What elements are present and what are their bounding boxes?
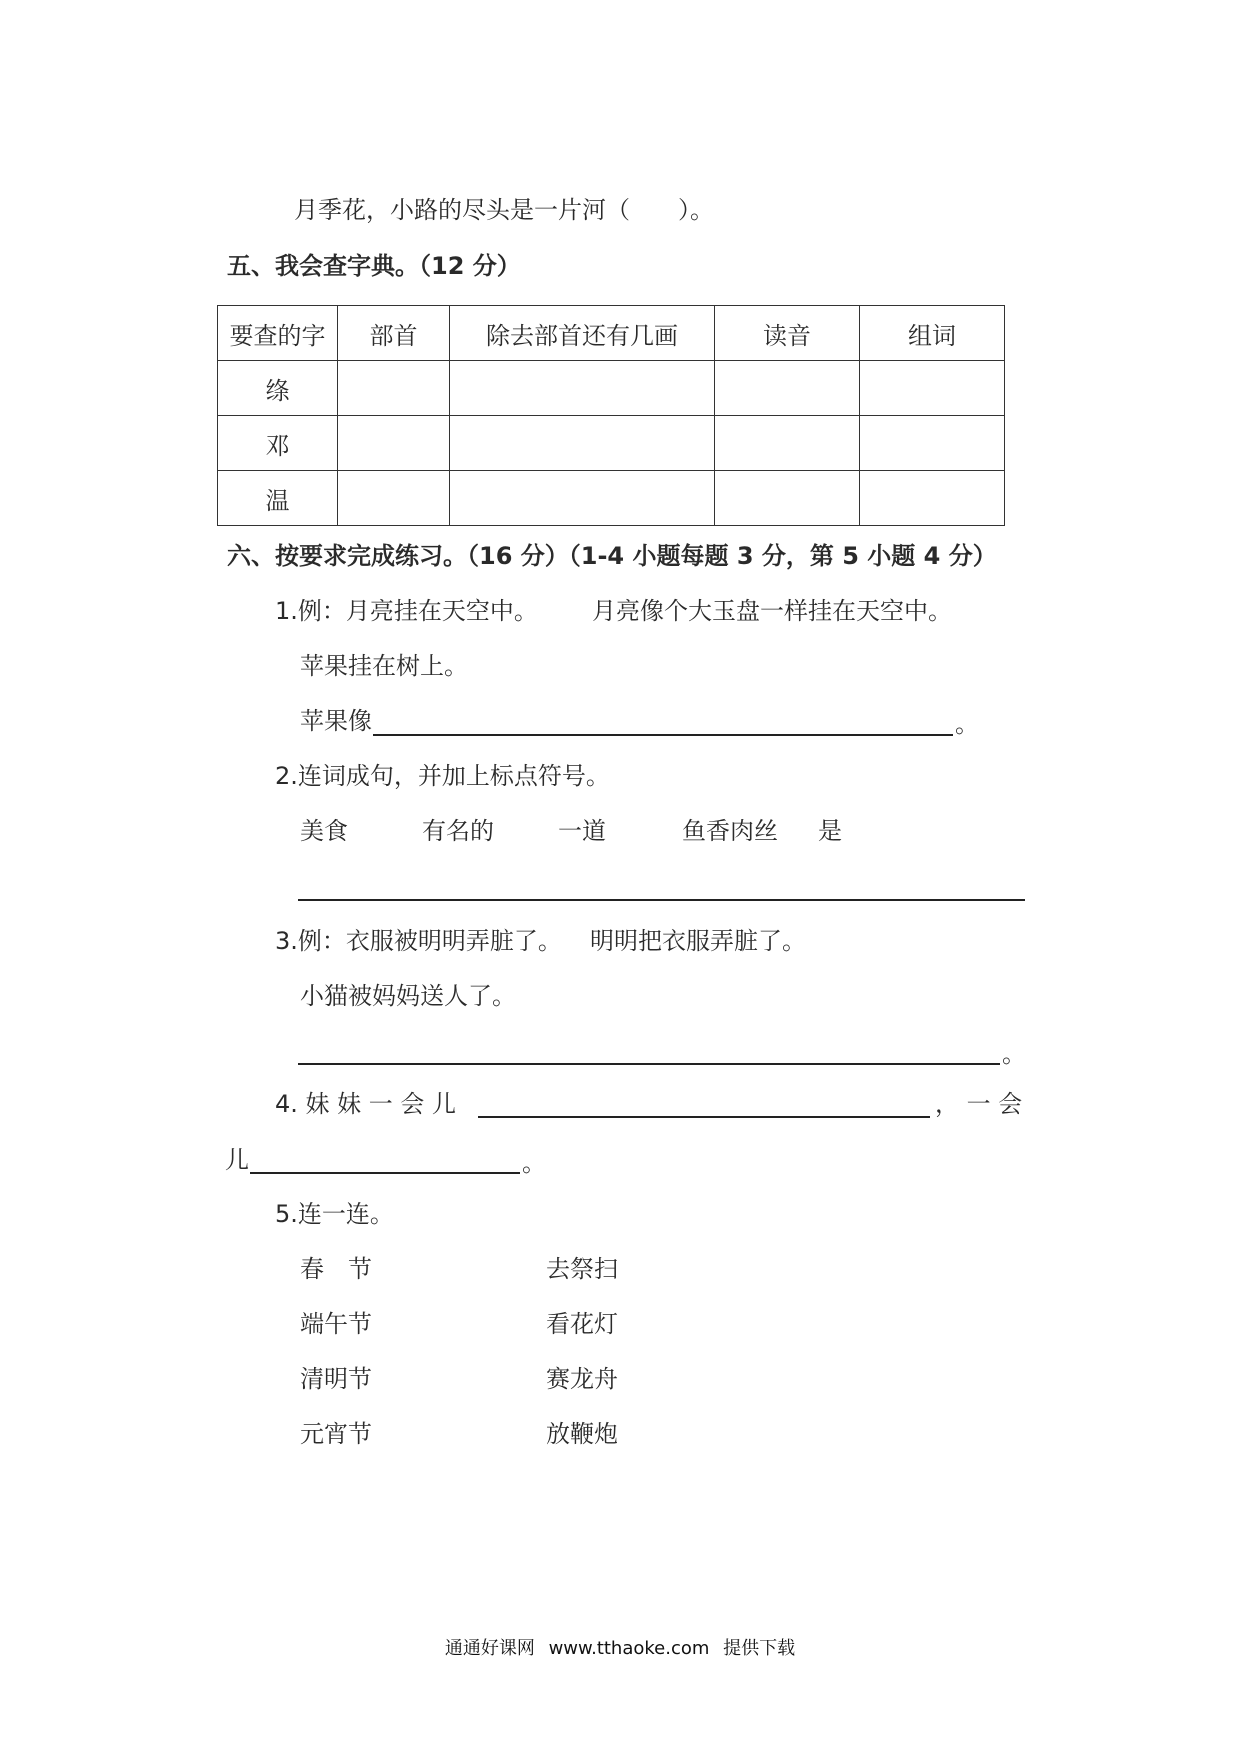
q3-prompt: 小猫被妈妈送人了。 — [300, 982, 516, 1010]
table-cell-answer[interactable] — [860, 416, 1005, 471]
q1-answer-end: 。 — [955, 710, 979, 738]
footer-note: 提供下载 — [723, 1638, 796, 1659]
table-header-cell: 要查的字 — [218, 306, 338, 361]
q3-example-label: 3.例：衣服被明明弄脏了。 — [275, 927, 562, 955]
q5-left-item[interactable]: 春 节 — [300, 1255, 372, 1283]
footer-site: 通通好课网 — [444, 1638, 535, 1659]
table-cell-answer[interactable] — [715, 416, 860, 471]
q2-word: 鱼香肉丝 — [682, 817, 778, 845]
q3-answer-end: 。 — [1002, 1040, 1026, 1068]
table-cell-answer[interactable] — [860, 361, 1005, 416]
section5-heading: 五、我会查字典。（12 分） — [227, 252, 521, 280]
q2-word: 有名的 — [422, 817, 494, 845]
q5-right-item[interactable]: 看花灯 — [546, 1310, 618, 1338]
table-cell-answer[interactable] — [715, 471, 860, 526]
q1-answer-line[interactable] — [373, 734, 953, 736]
page-footer — [0, 1634, 1240, 1660]
q2-word: 美食 — [300, 817, 348, 845]
q4-start: 4. 妹 妹 一 会 儿 — [275, 1090, 457, 1118]
q5-right-item[interactable]: 放鞭炮 — [546, 1420, 618, 1448]
table-row — [218, 471, 1005, 526]
table-cell-char: 邓 — [218, 416, 338, 471]
q4-end: 。 — [522, 1149, 546, 1177]
table-cell-answer[interactable] — [715, 361, 860, 416]
table-header-cell: 组词 — [860, 306, 1005, 361]
table-cell-answer[interactable] — [338, 416, 450, 471]
q4-answer-line-2[interactable] — [250, 1172, 520, 1174]
q1-prompt: 苹果挂在树上。 — [300, 652, 468, 680]
q5-title: 5.连一连。 — [275, 1200, 394, 1228]
q4-cont: 儿 — [225, 1146, 249, 1174]
q5-right-item[interactable]: 去祭扫 — [546, 1255, 618, 1283]
table-cell-answer[interactable] — [450, 361, 715, 416]
table-cell-answer[interactable] — [450, 471, 715, 526]
q5-right-item[interactable]: 赛龙舟 — [546, 1365, 618, 1393]
q1-example-answer: 月亮像个大玉盘一样挂在天空中。 — [592, 597, 952, 625]
footer-url[interactable]: www.tthaoke.com — [548, 1638, 710, 1659]
table-cell-answer[interactable] — [338, 361, 450, 416]
table-header-cell: 部首 — [338, 306, 450, 361]
q2-answer-line[interactable] — [298, 899, 1025, 901]
table-cell-answer[interactable] — [450, 416, 715, 471]
q5-left-item[interactable]: 元宵节 — [300, 1420, 372, 1448]
table-cell-answer[interactable] — [338, 471, 450, 526]
q5-left-item[interactable]: 端午节 — [300, 1310, 372, 1338]
table-header-cell: 除去部首还有几画 — [450, 306, 715, 361]
q2-word: 是 — [818, 817, 842, 845]
q1-example-label: 1.例：月亮挂在天空中。 — [275, 597, 538, 625]
table-cell-char: 绦 — [218, 361, 338, 416]
q4-mid: ， 一 会 — [935, 1090, 1023, 1118]
q1-answer-start: 苹果像 — [300, 707, 372, 735]
table-cell-answer[interactable] — [860, 471, 1005, 526]
table-row — [218, 361, 1005, 416]
q4-answer-line-1[interactable] — [478, 1116, 930, 1118]
q2-title: 2.连词成句，并加上标点符号。 — [275, 762, 610, 790]
section6-heading: 六、按要求完成练习。（16 分）（1-4 小题每题 3 分，第 5 小题 4 分） — [227, 542, 997, 570]
table-header-row — [218, 306, 1005, 361]
dictionary-table — [217, 305, 1005, 526]
table-row — [218, 416, 1005, 471]
q2-word: 一道 — [558, 817, 606, 845]
q3-example-answer: 明明把衣服弄脏了。 — [590, 927, 806, 955]
q4-tail-text: 月季花，小路的尽头是一片河（ ）。 — [294, 196, 714, 224]
q5-left-item[interactable]: 清明节 — [300, 1365, 372, 1393]
table-cell-char: 温 — [218, 471, 338, 526]
table-header-cell: 读音 — [715, 306, 860, 361]
q3-answer-line[interactable] — [298, 1063, 1000, 1065]
